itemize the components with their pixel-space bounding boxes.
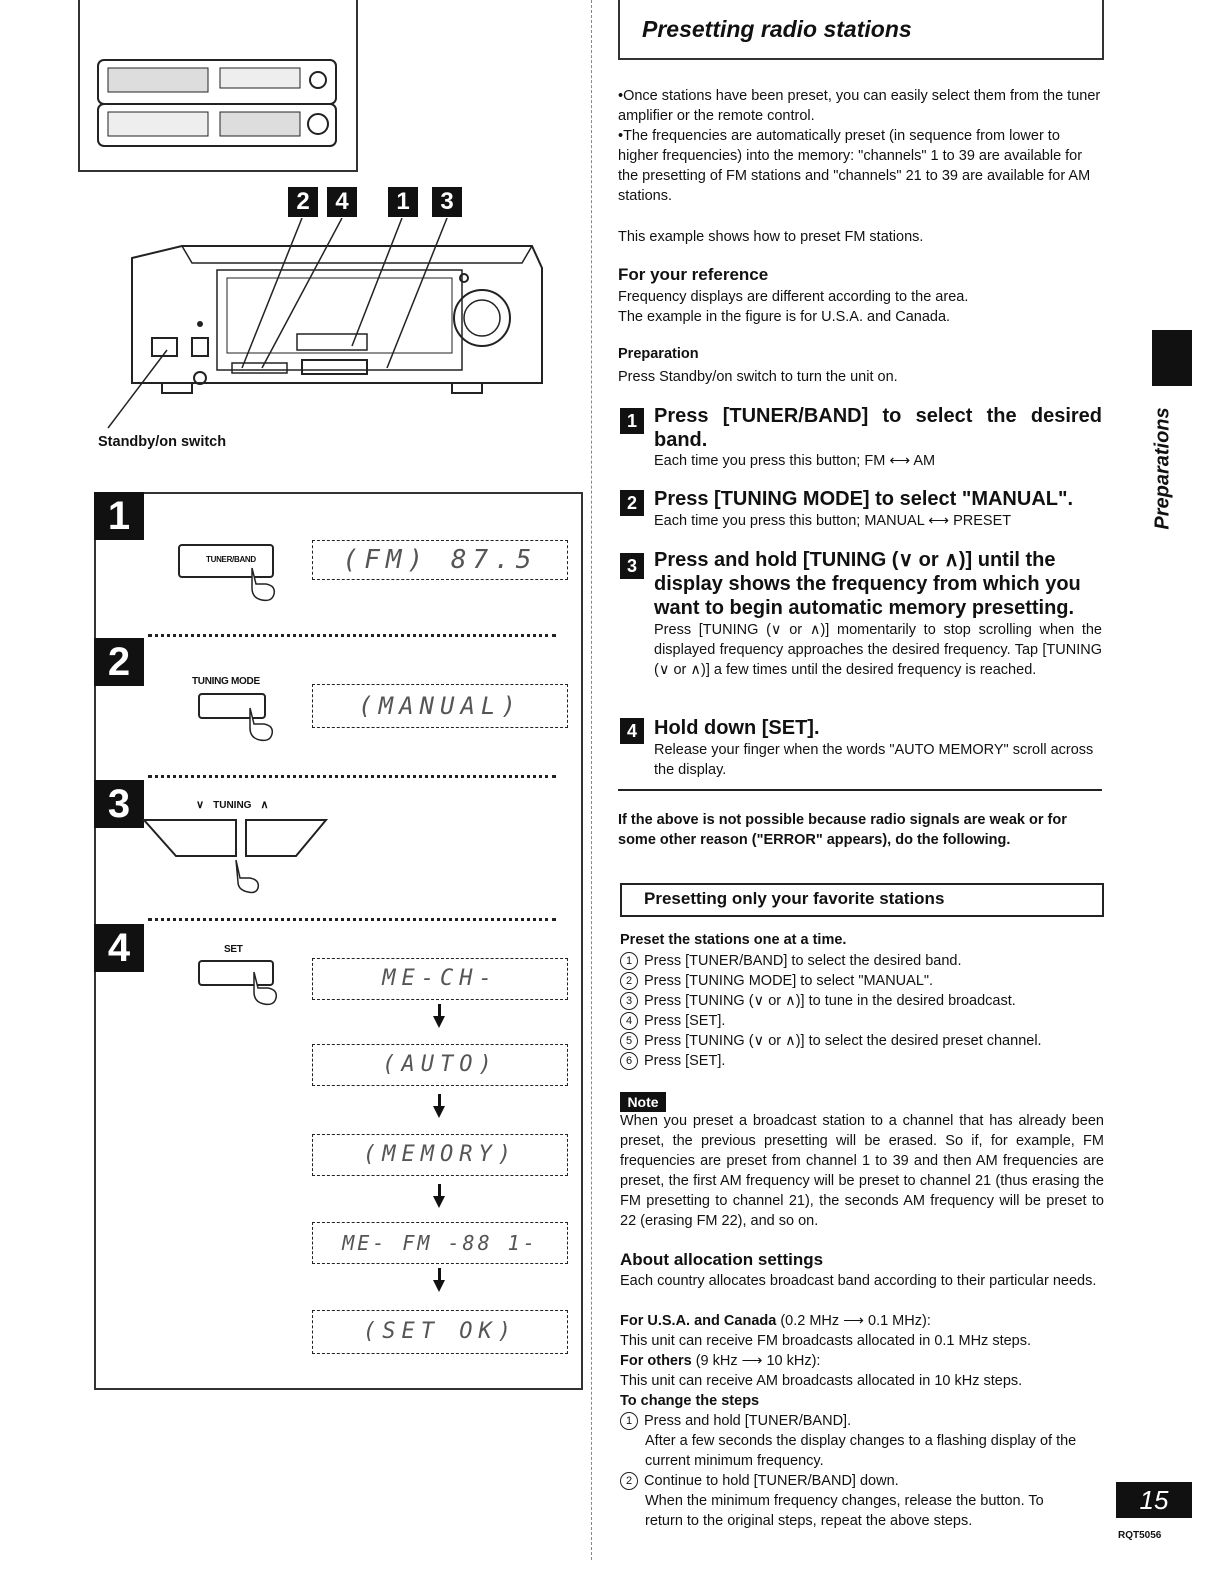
display-memory: (MEMORY) (312, 1134, 568, 1176)
tuning-down-button (144, 820, 236, 856)
allocation-usa-text: This unit can receive FM broadcasts allocated in 0.1 MHz steps. (620, 1333, 1032, 1349)
tuning-down-symbol: ∨ (196, 799, 205, 811)
favorite-item: 2 Press [TUNING MODE] to select "MANUAL". (620, 971, 1106, 991)
page-number: 15 (1116, 1482, 1192, 1518)
column-separator (591, 0, 592, 1560)
step-2-sub: Each time you press this button; MANUAL ⟷ PRESET (654, 513, 1012, 529)
display-fm-87-5: (FM) 87.5 (312, 540, 568, 580)
tuning-up-button (246, 820, 326, 856)
preparation-text: Press Standby/on switch to turn the unit on. (618, 369, 898, 385)
allocation-others-label: For others (620, 1353, 692, 1369)
allocation-intro: Each country allocates broadcast band according to their particular needs. (620, 1273, 1097, 1289)
stereo-system-drawing (80, 0, 356, 170)
step-3-sub: Press [TUNING (∨ or ∧)] momentarily to stop scrolling when the displayed frequency approaches the desired frequency. Tap [TUNING (∨ or ∧)] a few times until the desired frequency is reached. (654, 622, 1102, 678)
finger-press-icon (244, 968, 284, 1008)
allocation-usa-label: For U.S.A. and Canada (620, 1313, 777, 1329)
allocation-others-text: This unit can receive AM broadcasts allocated in 10 kHz steps. (620, 1373, 1023, 1389)
panel-step-1-number: 1 (94, 492, 144, 540)
change-steps-heading: To change the steps (620, 1393, 760, 1409)
note-text: When you preset a broadcast station to a channel that has already been preset, the previous presetting will be erased. So if, for example, FM frequencies are preset from channel 1 to 39 and then AM frequencies are preset, the first AM frequency will be preset to channel 21 (thus erasing the FM presetting to channel 21), the seconds AM frequency will be preset to 22 (erasing FM 22), and so on. (620, 1113, 1104, 1229)
arrow-down-1-head (433, 1016, 445, 1028)
finger-press-icon (242, 564, 282, 604)
favorite-item: 1 Press [TUNER/BAND] to select the desired band. (620, 951, 1106, 971)
reference-line-2: The example in the figure is for U.S.A. and Canada. (618, 309, 951, 325)
tuning-label-row (196, 798, 269, 811)
reference-line-1: Frequency displays are different according to the area. (618, 289, 969, 305)
figure-callout-4: 4 (327, 187, 357, 217)
panel-divider-3 (148, 918, 556, 921)
display-manual: (MANUAL) (312, 684, 568, 728)
side-tab-label: Preparations (1151, 407, 1174, 530)
intro-example: This example shows how to preset FM stations. (618, 229, 924, 245)
step-1-heading: Press [TUNER/BAND] to select the desired band. (654, 405, 1102, 451)
favorite-item: 5 Press [TUNING (∨ or ∧)] to select the desired preset channel. (620, 1031, 1106, 1051)
favorite-title: Presetting only your favorite stations (644, 889, 945, 908)
step-4-number: 4 (620, 718, 644, 744)
arrow-down-4-head (433, 1280, 445, 1292)
favorite-box (620, 883, 1104, 917)
allocation-heading: About allocation settings (620, 1250, 824, 1269)
tuning-up-symbol: ∧ (260, 799, 269, 811)
standby-switch-label: Standby/on switch (98, 434, 227, 450)
panel-divider-1 (148, 634, 556, 637)
arrow-down-3-head (433, 1196, 445, 1208)
intro-bullet-1: •Once stations have been preset, you can easily select them from the tuner amplifier or the remote control. (618, 88, 1101, 124)
favorite-subheading: Preset the stations one at a time. (620, 932, 847, 948)
display-me-fm-88-1: ME- FM -88 1- (312, 1222, 568, 1264)
tuner-front-panel-drawing (92, 218, 552, 438)
step-2-heading: Press [TUNING MODE] to select "MANUAL". (654, 488, 1074, 510)
warning-text: If the above is not possible because radio signals are weak or for some other reason ("ERROR" appears), do the following. (618, 812, 1067, 848)
step-1-number: 1 (620, 408, 644, 434)
panel-step-4-number: 4 (94, 924, 144, 972)
panel-step-3-number: 3 (94, 780, 144, 828)
tuning-label: TUNING (213, 800, 252, 811)
figure-callout-3: 3 (432, 187, 462, 217)
favorite-item: 4 Press [SET]. (620, 1011, 1106, 1031)
step-3-heading: Press and hold [TUNING (∨ or ∧)] until the display shows the frequency from which you want to begin automatic memory presetting. (654, 549, 1081, 619)
allocation-others-range: (9 kHz ⟶ 10 kHz): (691, 1353, 821, 1369)
stereo-system-illustration (78, 0, 358, 172)
step-4-heading: Hold down [SET]. (654, 717, 820, 739)
favorite-list (620, 951, 1106, 1071)
display-auto: (AUTO) (312, 1044, 568, 1086)
intro-bullet-2: •The frequencies are automatically preset (in sequence from lower to higher frequencies) into the memory: "channels" 1 to 39 are available for the presetting of FM stations and "channels" 21 to 39 are available for AM stations. (618, 128, 1091, 204)
header-box (618, 0, 1104, 60)
set-label: SET (224, 944, 243, 955)
change-step-1: 1 Press and hold [TUNER/BAND]. (620, 1411, 1106, 1431)
tuning-buttons-drawing (140, 816, 340, 896)
step-3-number: 3 (620, 553, 644, 579)
figure-callout-1: 1 (388, 187, 418, 217)
tuning-mode-label: TUNING MODE (192, 676, 260, 687)
display-set-ok: (SET OK) (312, 1310, 568, 1354)
step-4-sub: Release your finger when the words "AUTO MEMORY" scroll across the display. (654, 742, 1094, 778)
step-2-number: 2 (620, 490, 644, 516)
preparation-heading: Preparation (618, 346, 699, 362)
divider-rule (618, 789, 1102, 791)
change-step-2-sub: When the minimum frequency changes, release the button. To return to the original steps, repeat the above steps. (645, 1493, 1044, 1529)
side-tab-block (1152, 330, 1192, 386)
page-title: Presetting radio stations (642, 16, 912, 42)
reference-heading: For your reference (618, 265, 769, 284)
panel-divider-2 (148, 775, 556, 778)
panel-step-2-number: 2 (94, 638, 144, 686)
step-1-sub: Each time you press this button; FM ⟷ AM (654, 453, 936, 469)
tuner-band-button-label: TUNER/BAND (206, 555, 256, 564)
favorite-item: 3 Press [TUNING (∨ or ∧)] to tune in the desired broadcast. (620, 991, 1106, 1011)
change-step-2: 2 Continue to hold [TUNER/BAND] down. (620, 1471, 1106, 1491)
display-me-ch: ME-CH- (312, 958, 568, 1000)
finger-press-icon (240, 704, 280, 744)
page-code: RQT5056 (1118, 1530, 1162, 1541)
note-label: Note (620, 1092, 666, 1112)
favorite-item: 6 Press [SET]. (620, 1051, 1106, 1071)
figure-callout-2: 2 (288, 187, 318, 217)
allocation-others-line (620, 1351, 1106, 1371)
change-step-1-sub: After a few seconds the display changes to a flashing display of the current minimum frequency. (645, 1433, 1077, 1469)
allocation-usa-range: (0.2 MHz ⟶ 0.1 MHz): (776, 1313, 931, 1329)
arrow-down-2-head (433, 1106, 445, 1118)
allocation-usa-line (620, 1311, 1106, 1331)
